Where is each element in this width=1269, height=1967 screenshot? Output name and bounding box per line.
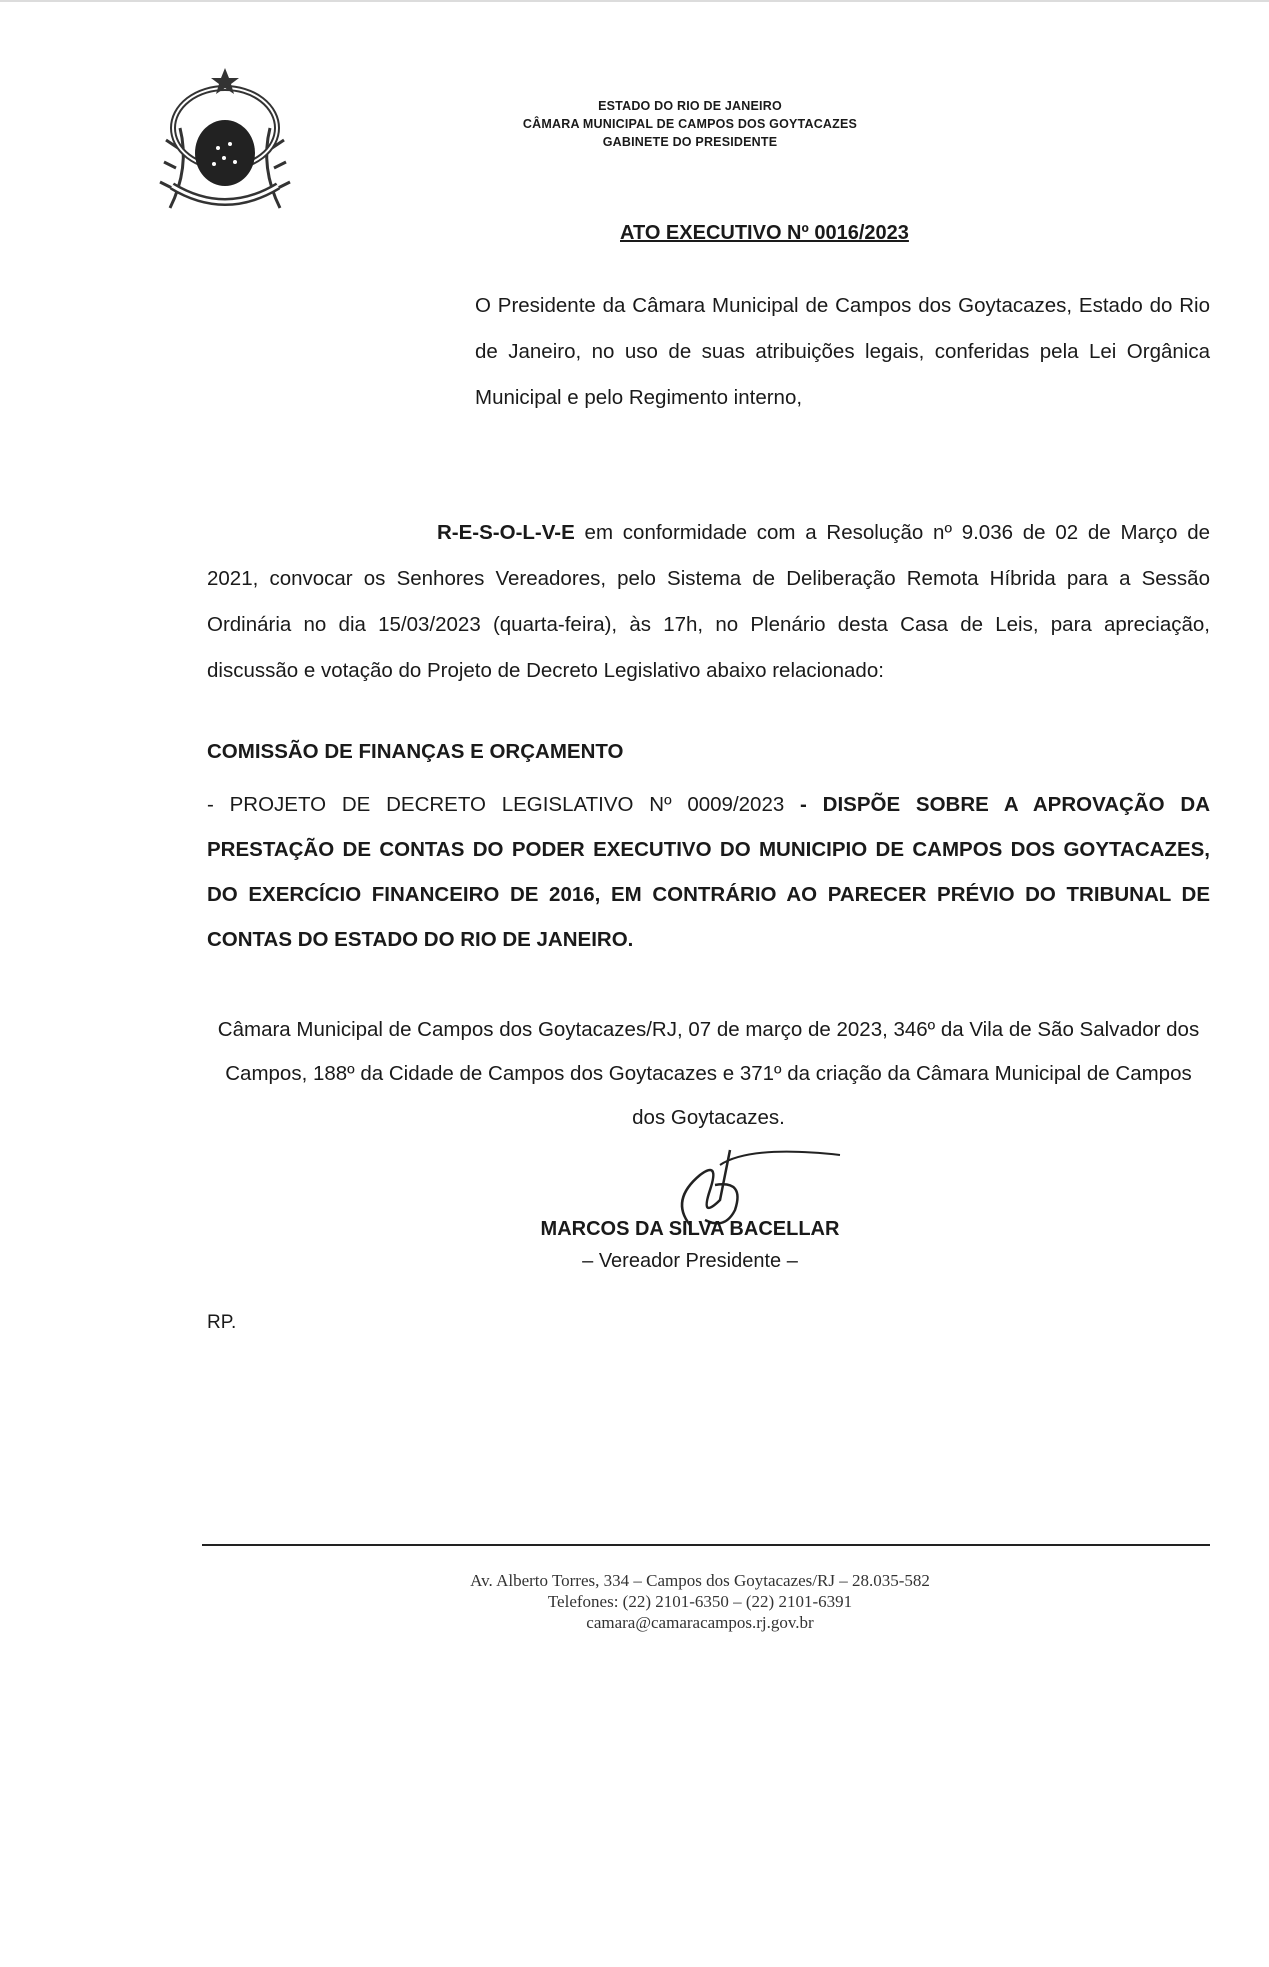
institution-header [460,97,920,151]
footer-phones: Telefones: (22) 2101-6350 – (22) 2101-6391 [547,1592,853,1611]
committee-heading: COMISSÃO DE FINANÇAS E ORÇAMENTO [207,740,624,763]
act-title: ATO EXECUTIVO Nº 0016/2023 [620,222,909,244]
footer-contact [300,1570,1100,1633]
header-chamber: CÂMARA MUNICIPAL DE CAMPOS DOS GOYTACAZES [522,117,858,131]
header-office: GABINETE DO PRESIDENTE [602,135,778,149]
intro-paragraph: O Presidente da Câmara Municipal de Campos dos Goytacazes, Estado do Rio de Janeiro, no uso de suas atribuições legais, conferidas pela Lei Orgânica Municipal e pelo Regimento interno, [475,294,1210,409]
header-state: ESTADO DO RIO DE JANEIRO [598,99,782,113]
closing-paragraph: Câmara Municipal de Campos dos Goytacazes/RJ, 07 de março de 2023, 346º da Vila de São Salvador dos Campos, 188º da Cidade de Campos dos Goytacazes e 371º da criação da Câmara Municipal de Campos dos Goytacazes. [217,1018,1200,1129]
resolve-text: em conformidade com a Resolução nº 9.036 de 02 de Março de 2021, convocar os Senhores Vereadores, pelo Sistema de Deliberação Remota Híbrida para a Sessão Ordinária no dia 15/03/2023 (quarta-feira), às 17h, no Plenário desta Casa de Leis, para apreciação, discussão e votação do Projeto de Decreto Legislativo abaixo relacionado: [207,521,1210,682]
top-edge-line [0,0,1269,2]
footer-address: Av. Alberto Torres, 334 – Campos dos Goytacazes/RJ – 28.035-582 [470,1571,930,1590]
signer-role: – Vereador Presidente – [582,1250,798,1272]
project-item [207,782,1210,962]
project-description: - DISPÕE SOBRE A APROVAÇÃO DA PRESTAÇÃO DE CONTAS DO PODER EXECUTIVO DO MUNICIPIO DE CAMPOS DOS GOYTACAZES, DO EXERCÍCIO FINANCEIRO DE 2016, EM CONTRÁRIO AO PARECER PRÉVIO DO TRIBUNAL DE CONTAS DO ESTADO DO RIO DE JANEIRO. [207,793,1211,951]
project-prefix: - PROJETO DE DECRETO LEGISLATIVO Nº 0009/2023 [207,793,801,816]
footer-email: camara@camaracampos.rj.gov.br [586,1613,814,1632]
coat-of-arms-icon [150,58,300,218]
resolve-paragraph [207,510,1210,694]
initials: RP. [207,1312,237,1333]
resolve-lead: R-E-S-O-L-V-E [437,521,575,544]
footer-divider [202,1544,1210,1546]
signer-name: MARCOS DA SILVA BACELLAR [540,1218,840,1240]
